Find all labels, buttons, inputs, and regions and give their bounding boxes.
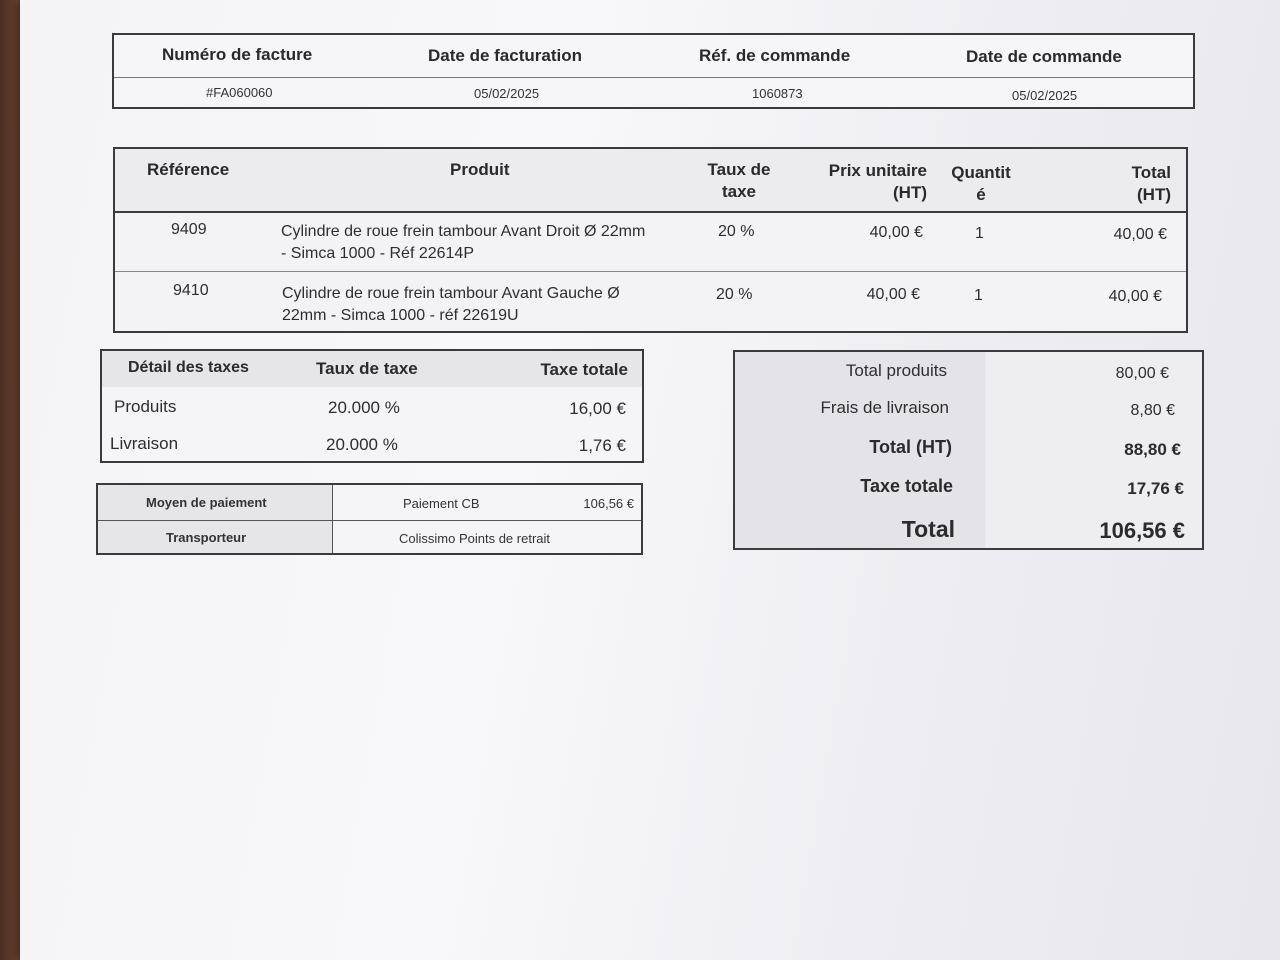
- product-unit-price: 40,00 €: [869, 224, 923, 241]
- product-name-line2: - Simca 1000 - Réf 22614P: [281, 245, 474, 262]
- unit-price-header-line2: (HT): [893, 183, 927, 202]
- product-total: 40,00 €: [1108, 288, 1162, 305]
- carrier-value: Colissimo Points de retrait: [399, 531, 550, 546]
- product-name: [282, 283, 620, 327]
- unit-price-header: [815, 161, 927, 203]
- total-products-value: 80,00 €: [1115, 365, 1169, 382]
- tax-row-label: Produits: [114, 397, 177, 416]
- product-name-line1: Cylindre de roue frein tambour Avant Droit Ø 22mm: [281, 223, 646, 240]
- total-products-label: Total produits: [845, 361, 947, 380]
- tax-detail-header: Détail des taxes: [128, 359, 249, 376]
- payment-method-value: Paiement CB: [403, 496, 480, 511]
- invoice-info-table: [112, 33, 1195, 109]
- invoice-date-value: 05/02/2025: [474, 86, 540, 101]
- order-date-value: 05/02/2025: [1012, 88, 1078, 103]
- row-divider: [115, 271, 1186, 272]
- product-total: 40,00 €: [1113, 226, 1167, 243]
- tax-row-rate: 20.000 %: [328, 398, 400, 417]
- product-quantity: 1: [974, 287, 983, 304]
- unit-price-header-line1: Prix unitaire: [828, 161, 927, 180]
- quantity-header: [945, 163, 1017, 205]
- order-date-header: Date de commande: [966, 47, 1122, 66]
- payment-row-divider: [98, 520, 641, 521]
- invoice-number-value: #FA060060: [206, 85, 273, 100]
- totals-table: [733, 350, 1204, 550]
- total-tax-label: Taxe totale: [860, 476, 953, 496]
- tax-row-rate: 20.000 %: [326, 435, 398, 454]
- total-ht-label: Total (HT): [869, 437, 952, 457]
- payment-table: [96, 483, 643, 555]
- carrier-label: Transporteur: [166, 530, 247, 545]
- tax-rate-column-header: Taux de taxe: [316, 359, 418, 378]
- tax-rate-header-line1: Taux de: [707, 160, 771, 179]
- tax-detail-table: [100, 349, 644, 463]
- tax-row-label: Livraison: [110, 434, 179, 453]
- total-tax-value: 17,76 €: [1127, 479, 1184, 498]
- product-name-line2: 22mm - Simca 1000 - réf 22619U: [282, 307, 519, 324]
- order-ref-value: 1060873: [752, 86, 803, 101]
- tax-rate-header-line2: taxe: [721, 182, 757, 201]
- total-header-line1: Total: [1131, 163, 1171, 182]
- shipping-value: 8,80 €: [1130, 402, 1175, 419]
- product-quantity: 1: [975, 225, 984, 242]
- quantity-header-line1: Quantit: [951, 163, 1011, 182]
- invoice-date-header: Date de facturation: [428, 46, 582, 65]
- grand-total-label: Total: [901, 516, 955, 542]
- product-reference: 9410: [173, 282, 209, 299]
- product-name-line1: Cylindre de roue frein tambour Avant Gauche Ø: [282, 285, 620, 302]
- total-header: [1105, 163, 1171, 205]
- payment-amount: 106,56 €: [583, 496, 634, 511]
- quantity-header-line2: é: [976, 185, 986, 204]
- product-tax-rate: 20 %: [718, 223, 755, 240]
- reference-header: Référence: [147, 160, 230, 179]
- products-table: [113, 147, 1188, 333]
- total-header-line2: (HT): [1137, 185, 1171, 204]
- tax-row-amount: 1,76 €: [578, 436, 626, 455]
- total-ht-value: 88,80 €: [1124, 440, 1181, 459]
- product-reference: 9409: [171, 221, 207, 238]
- product-name: [281, 221, 645, 265]
- tax-total-column-header: Taxe totale: [540, 360, 628, 379]
- product-header: Produit: [450, 160, 510, 179]
- product-tax-rate: 20 %: [716, 286, 753, 303]
- products-header-row: [115, 149, 1186, 213]
- grand-total-value: 106,56 €: [1099, 518, 1185, 543]
- invoice-number-header: Numéro de facture: [162, 45, 313, 64]
- order-ref-header: Réf. de commande: [699, 46, 851, 65]
- payment-column-divider: [332, 485, 333, 553]
- tax-rate-header: [697, 160, 781, 202]
- shipping-label: Frais de livraison: [820, 398, 949, 417]
- tax-row-amount: 16,00 €: [569, 399, 626, 418]
- payment-method-label: Moyen de paiement: [146, 495, 267, 510]
- product-unit-price: 40,00 €: [866, 286, 920, 303]
